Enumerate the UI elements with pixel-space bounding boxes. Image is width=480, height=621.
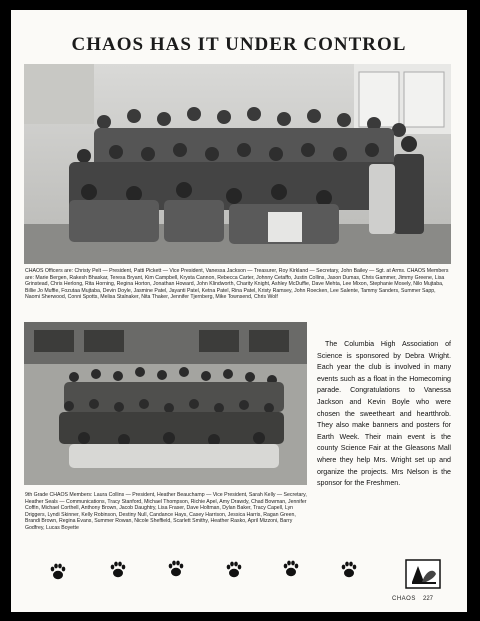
club-description: The Columbia High Association of Science is sponsored by Debra Wright. Each year the club is involved in many events such as a float in the Homecoming parade. Congratulations to Vanessa Jackson and Kevin Boyle who were chosen the sweetheart and heartthrob. They also make banners and posters for Earth Week. Their main event is the county Science Fair at the Gleasons Mall where they help Mrs. Wright set up and organize the projects. Mrs Nelson is the sponsor for the Freshmen.	[317, 340, 451, 488]
page-footer	[11, 595, 467, 609]
paw-print-icon	[169, 561, 184, 577]
group-photo-officers-image	[24, 64, 451, 264]
paw-print-icon	[51, 564, 66, 580]
paw-print-row	[11, 555, 467, 585]
yearbook-page	[11, 10, 467, 612]
group-photo-ninth-grade-image	[24, 322, 307, 485]
group-photo-ninth-grade	[24, 322, 307, 485]
page-number: 227	[423, 596, 434, 602]
paw-print-icon	[111, 562, 126, 578]
paw-print-icon	[342, 562, 357, 578]
group-photo-officers	[24, 64, 451, 264]
page-title: CHAOS HAS IT UNDER CONTROL	[71, 34, 407, 55]
paw-print-icon	[284, 561, 299, 577]
officers-caption: CHAOS Officers are: Christy Pelt — President, Patti Pickett — Vice President, Vanessa Jackson — Treasurer, Roy Kirkland — Secretary, John Bailey — Sgt. at Arms. CHAOS Members are: Marie Bergen, Rakesh Bhaskar, Teresa Bryant, Kim Campbell, Krysta Cannon, Rebecca Carter, Johnny Cetaffo, Justin Collins, Jason Dumas, Chris Gammer, Jimmy Greene, Lisa Grinstead, Chris Herlong, Rita Horning, Regina Horton, Jonathan Howard, John Klindworth, Charity Knight, Ashley McDuffie, Dave Mehta, Lee Mixon, Stephanie Mosely, Nilo Mujtaba, Billie Jo Muffie, Fozutaa Mujtaba, Devin Doyle, Jasmine Patel, Jayanti Patel, Ketna Patel, Rina Patel, Kristy Ramsey, John Roecken, Lee Salente, Tammy Sanders, Summer Sapp, Naomi Sherwood, Conni Spotts, Melisa Stalnaker, Nita Thaker, Jennifer Tjernberg, Mike Townsend, Chris Wolf	[25, 268, 449, 301]
footer-section-label: CHAOS	[392, 596, 416, 602]
paw-print-icon	[227, 562, 242, 578]
ninth-grade-caption: 9th Grade CHAOS Members: Laura Collins — President, Heather Beauchamp — Vice President, Sarah Kelly — Secretary, Heather Seals — Communications, Tracy Stanford, Michael Thompson, Richie Apel, Amy Drawdy, Chad Bowman, Jennifer Coffin, Michael Corthell, Anthony Brown, Jacob Daughtry, Lisa Fraser, Dave Holtman, Dylan Baker, Tracy Capell, Lyn Driggers, Lyndi Skinner, Kelly Robinson, Destiny Null, Candance Hays, Casey Harrison, Jessica Harris, Ragan Green, Brandi Brown, Regina Evans, Summer Rowan, Nicole Sheffield, Scarlett Smithy, Heather Rasko, April Mizzoni, Barry Godfrey, Lucas Boyette	[25, 492, 307, 531]
columbia-logo-icon	[404, 558, 444, 592]
